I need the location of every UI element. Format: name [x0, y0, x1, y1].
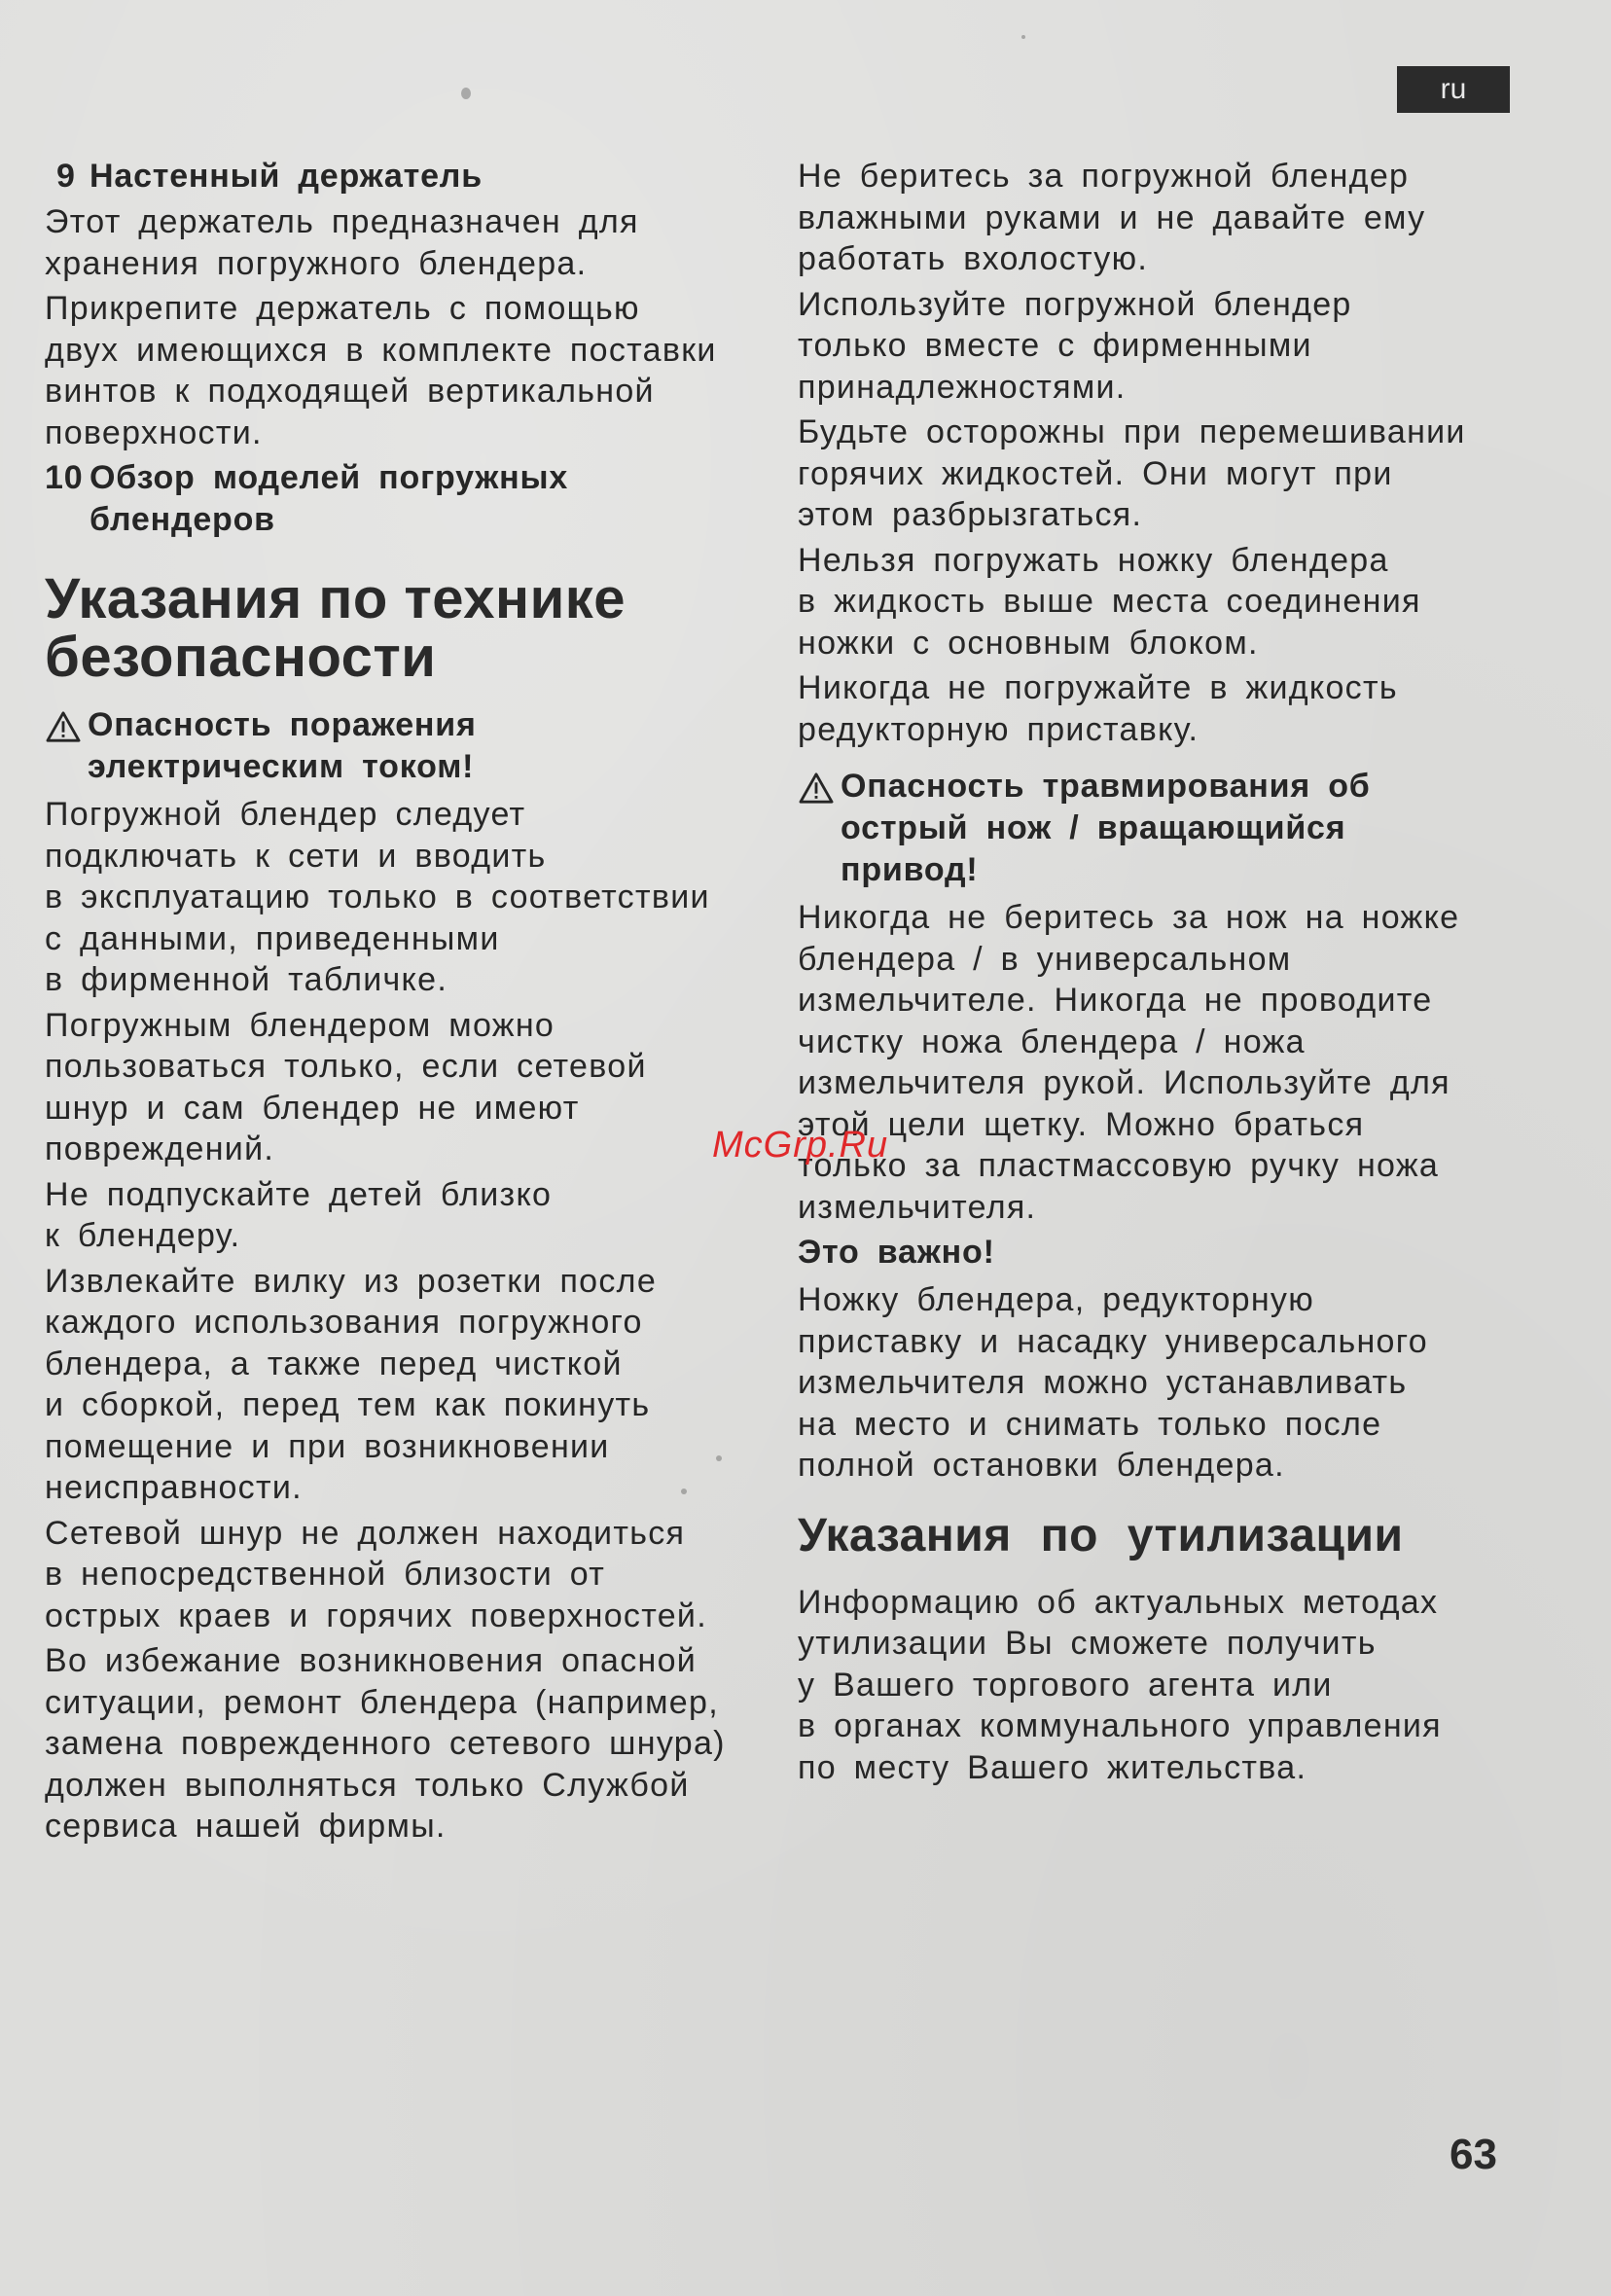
- paragraph: Информацию об актуальных методах утилизации Вы сможете получить у Вашего торгового агента или в органах коммунального управления по месту Вашего жительства.: [798, 1583, 1442, 1786]
- paragraph: Извлекайте вилку из розетки после каждого использования погружного блендера, а также перед чисткой и сборкой, перед тем как покинуть помещение и при возникновении неисправности.: [45, 1262, 658, 1506]
- paragraph: Нельзя погружать ножку блендера в жидкость выше места соединения ножки с основным блоком.: [798, 541, 1421, 662]
- left-column: [45, 156, 765, 1851]
- right-column: [798, 156, 1518, 1792]
- paragraph: Не подпускайте детей близко к блендеру.: [45, 1175, 553, 1254]
- watermark-text: McGrp.Ru: [712, 1125, 889, 1166]
- injury-warning: [798, 766, 1518, 891]
- item-number: 9: [56, 158, 76, 195]
- paragraph: Будьте осторожны при перемешивании горячих жидкостей. Они могут при этом разбрызгаться.: [798, 413, 1466, 533]
- item-10: [45, 457, 765, 541]
- warning-label: Опасность травмирования об острый нож / вращающийся привод!: [841, 768, 1371, 888]
- warning-triangle-icon: [798, 766, 841, 891]
- electric-shock-warning: [45, 704, 765, 788]
- item-label: Настенный держатель: [90, 158, 483, 195]
- paper-speck: [461, 88, 471, 99]
- paragraph: Прикрепите держатель с помощью двух имеющихся в комплекте поставки винтов к подходящей вертикальной поверхности.: [45, 290, 717, 451]
- paragraph: Погружной блендер следует подключать к сети и вводить в эксплуатацию только в соответствии с данными, приведенными в фирменной табличке.: [45, 796, 710, 998]
- item-label: Обзор моделей погружных блендеров: [90, 459, 569, 538]
- paragraph: Этот держатель предназначен для хранения погружного блендера.: [45, 203, 639, 282]
- paragraph: Сетевой шнур не должен находиться в непосредственной близости от острых краев и горячих поверхностей.: [45, 1514, 707, 1634]
- paper-speck: [1021, 35, 1025, 39]
- important-note: Это важно!: [798, 1234, 995, 1271]
- paragraph: Не беритесь за погружной блендер влажными руками и не давайте ему работать вхолостую.: [798, 158, 1426, 277]
- paragraph: Ножку блендера, редукторную приставку и насадку универсального измельчителя можно устанавливать на место и снимать только после полной остановки блендера.: [798, 1281, 1428, 1484]
- language-tab: ru: [1397, 66, 1510, 113]
- safety-heading: Указания по технике безопасности: [45, 567, 626, 689]
- disposal-heading: Указания по утилизации: [798, 1509, 1404, 1561]
- paragraph: Никогда не погружайте в жидкость редукторную приставку.: [798, 669, 1398, 748]
- item-9: [45, 156, 765, 197]
- warning-label: Опасность поражения электрическим током!: [88, 706, 477, 785]
- paragraph: Во избежание возникновения опасной ситуации, ремонт блендера (например, замена поврежденного сетевого шнура) должен выполняться только Службой сервиса нашей фирмы.: [45, 1642, 726, 1845]
- item-number: 10: [45, 459, 84, 496]
- paragraph: Погружным блендером можно пользоваться только, если сетевой шнур и сам блендер не имеют повреждений.: [45, 1006, 647, 1167]
- paragraph: Никогда не беритесь за нож на ножке блендера / в универсальном измельчителе. Никогда не проводите чистку ножа блендера / ножа измельчителя рукой. Используйте для этой цели щетку. Можно браться только за пластмассовую ручку ножа измельчителя.: [798, 899, 1460, 1226]
- warning-triangle-icon: [45, 704, 88, 788]
- paragraph: Используйте погружной блендер только вместе с фирменными принадлежностями.: [798, 285, 1352, 406]
- page-number: 63: [1450, 2131, 1497, 2178]
